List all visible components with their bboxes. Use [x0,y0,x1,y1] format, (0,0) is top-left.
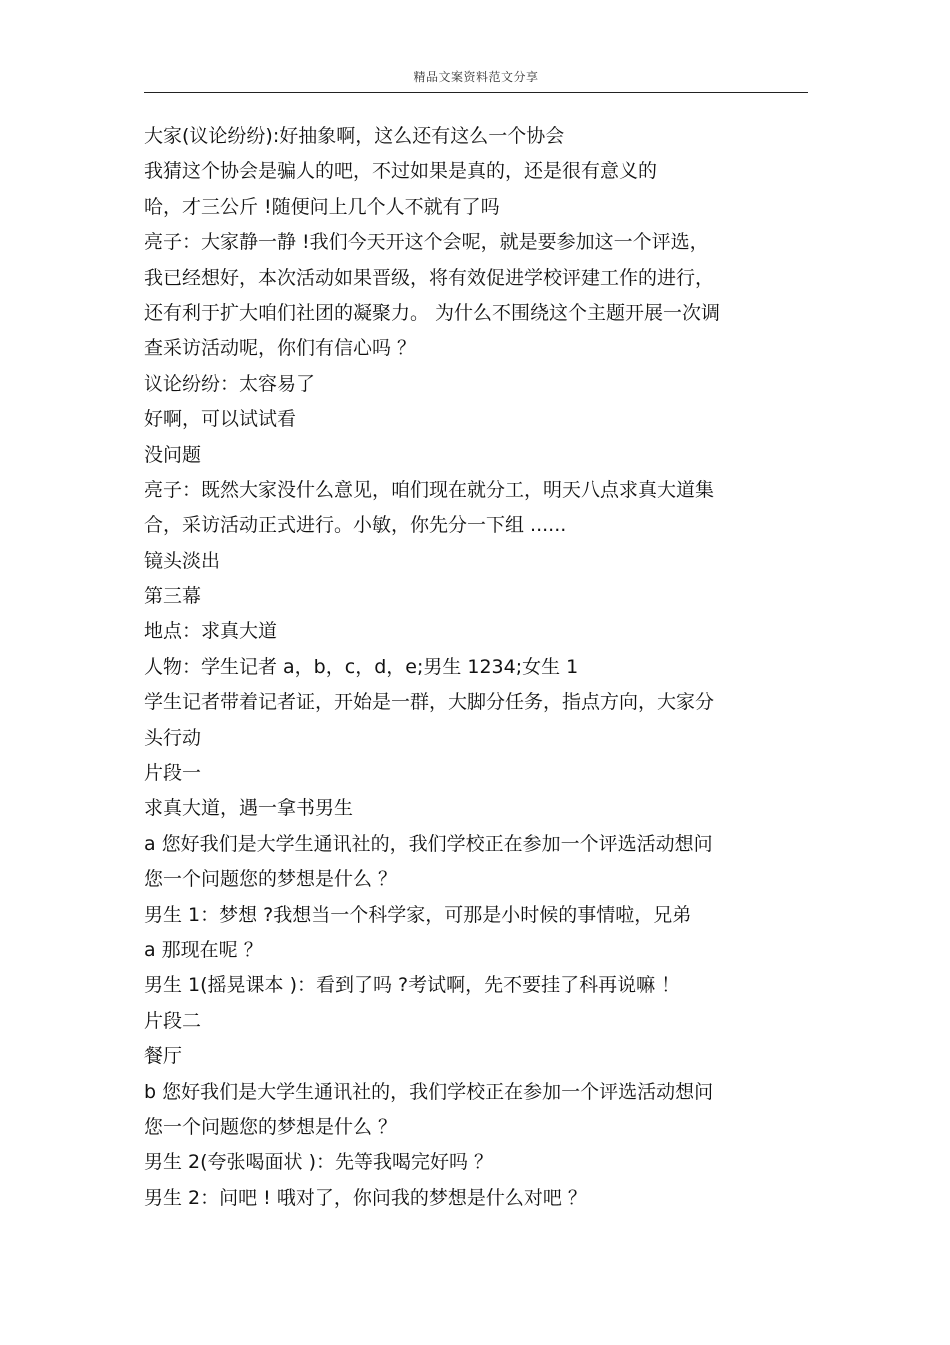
document-body [144,119,808,1216]
text-line: 大家(议论纷纷):好抽象啊，这么还有这么一个协会 [144,125,565,147]
text-line: b 您好我们是大学生通讯社的，我们学校正在参加一个评选活动想问 [144,1080,714,1103]
text-line: 男生 2(夸张喝面状 )：先等我喝完好吗 ？ [144,1151,494,1174]
text-line: 查采访活动呢，你们有信心吗 ？ [144,337,417,360]
text-line: 男生 1：梦想 ?我想当一个科学家，可那是小时候的事情啦，兄弟 [144,903,692,926]
text-line: a 您好我们是大学生通讯社的，我们学校正在参加一个评选活动想问 [144,832,713,855]
text-line: 男生 1(摇晃课本 )：看到了吗 ?考试啊，先不要挂了科再说嘛 ！ [144,974,681,997]
text-line: 没问题 [144,443,202,466]
text-line: 头行动 [144,726,202,749]
text-line: 亮子：既然大家没什么意见，咱们现在就分工，明天八点求真大道集 [144,478,715,501]
text-line: 我已经想好，本次活动如果晋级，将有效促进学校评建工作的进行， [144,266,715,289]
text-line: 片段二 [144,1009,202,1032]
text-line: 好啊，可以试试看 [144,408,297,431]
text-line: 人物：学生记者 a，b，c，d，e;男生 1234;女生 1 [144,655,579,678]
text-line: 还有利于扩大咱们社团的凝聚力。 为什么不围绕这个主题开展一次调 [144,301,721,324]
text-line: 您一个问题您的梦想是什么 ？ [144,1115,398,1138]
text-line: a 那现在呢 ？ [144,938,263,961]
page-header [144,66,808,93]
text-line: 合，采访活动正式进行。小敏，你先分一下组 ...... [144,514,567,537]
text-line: 学生记者带着记者证，开始是一群，大脚分任务，指点方向，大家分 [144,691,715,714]
text-line: 议论纷纷：太容易了 [144,372,316,395]
text-line: 您一个问题您的梦想是什么 ？ [144,868,398,891]
text-line: 片段一 [144,762,202,785]
text-line: 第三幕 [144,585,202,608]
text-line: 亮子：大家静一静 !我们今天开这个会呢，就是要参加这一个评选， [144,231,709,254]
text-line: 哈，才三公斤 !随便问上几个人不就有了吗 [144,195,500,218]
text-line: 我猜这个协会是骗人的吧，不过如果是真的，还是很有意义的 [144,160,658,183]
text-line: 男生 2：问吧 ! 哦对了，你问我的梦想是什么对吧 ？ [144,1186,587,1209]
text-line: 求真大道，遇一拿书男生 [144,797,354,820]
text-line: 镜头淡出 [144,549,221,572]
header-title: 精品文案资料范文分享 [413,70,539,84]
text-line: 餐厅 [144,1045,183,1068]
text-line: 地点：求真大道 [144,620,278,643]
